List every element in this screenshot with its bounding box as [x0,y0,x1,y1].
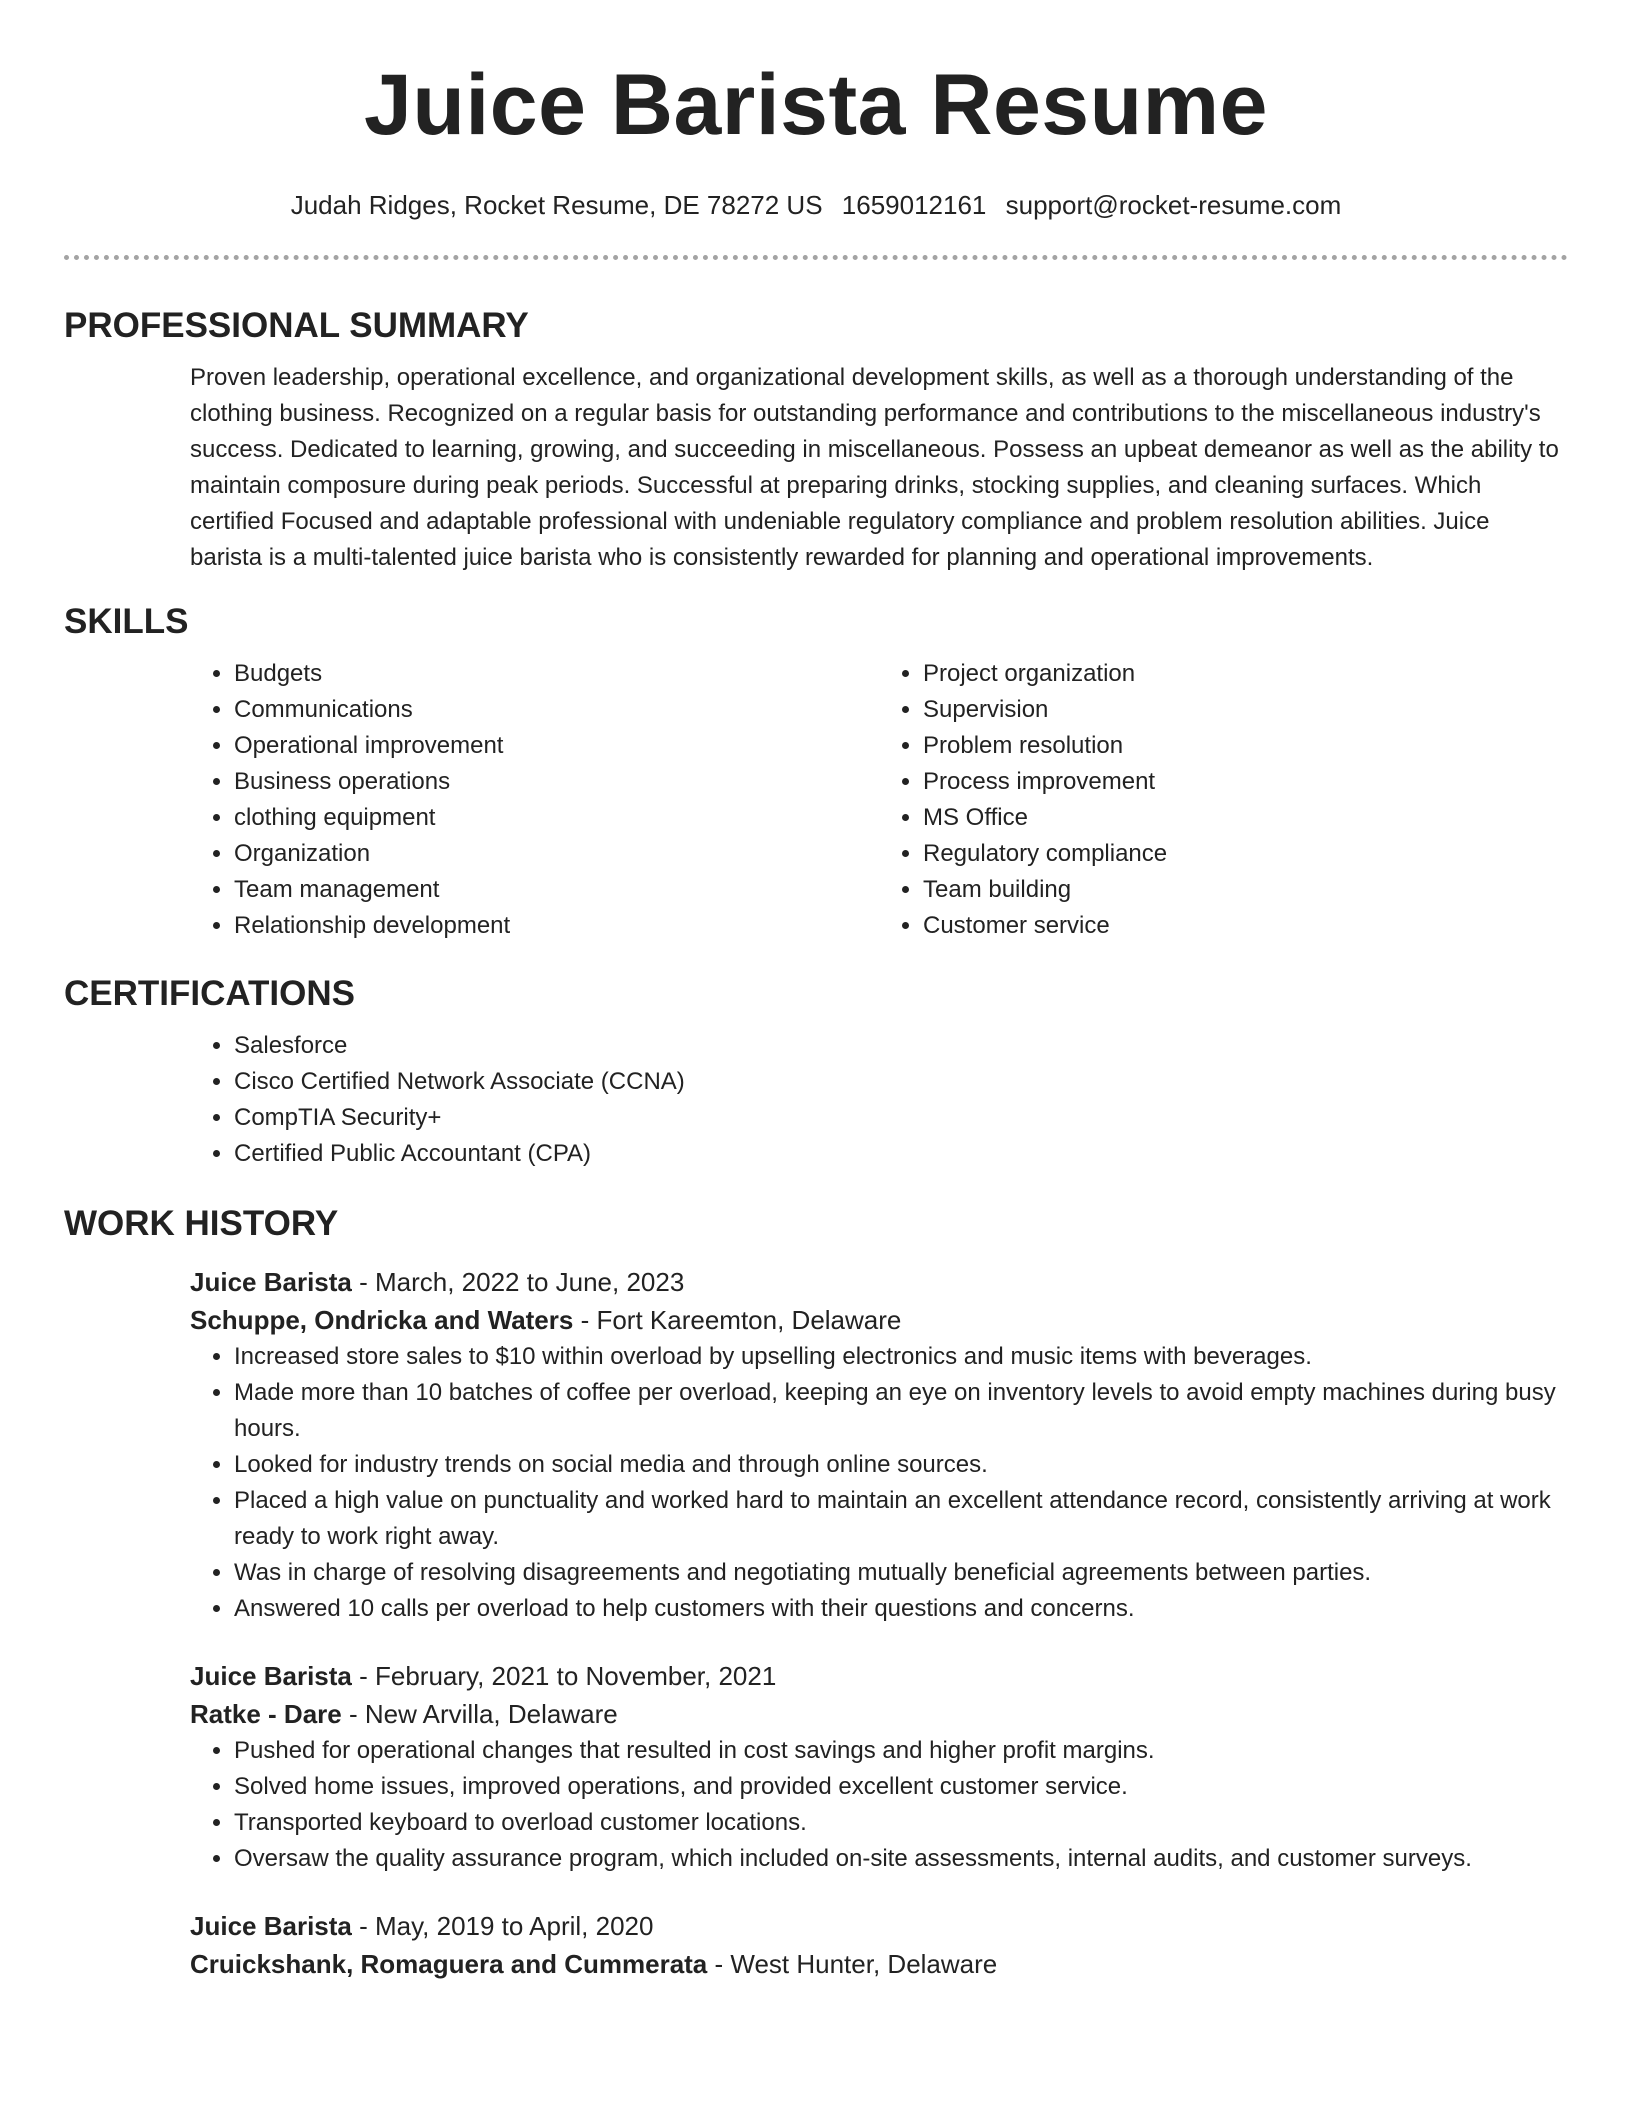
skill-item: • Team management [234,872,879,908]
job-dates: - February, 2021 to November, 2021 [351,1661,777,1691]
job-title: Juice Barista [190,1911,352,1941]
job-duty: • Pushed for operational changes that resulted in cost savings and higher profit margins. [234,1733,1568,1769]
summary-heading: PROFESSIONAL SUMMARY [64,306,529,345]
certifications-heading: CERTIFICATIONS [64,974,356,1013]
contact-address: Judah Ridges, Rocket Resume, DE 78272 US [290,190,823,220]
job-duties-list [190,1339,1568,1627]
job-entry [190,1907,1568,1983]
skill-item: • Process improvement [923,764,1568,800]
certifications-section [190,1028,1568,1172]
skill-item: • Budgets [234,656,879,692]
job-title: Juice Barista [190,1661,352,1691]
certification-item: • Certified Public Accountant (CPA) [234,1136,1568,1172]
job-entry [190,1263,1568,1627]
skill-item: • Problem resolution [923,728,1568,764]
job-title: Juice Barista [190,1267,352,1297]
job-title-line [190,1657,1568,1695]
job-duty: • Increased store sales to $10 within overload by upselling electronics and music items with beverages. [234,1339,1568,1375]
work-history-heading: WORK HISTORY [64,1204,339,1243]
job-entry [190,1657,1568,1877]
skill-item: • Relationship development [234,908,879,944]
job-location: - New Arvilla, Delaware [341,1699,618,1729]
skill-item: • Customer service [923,908,1568,944]
job-dates: - March, 2022 to June, 2023 [351,1267,685,1297]
job-company-line [190,1695,1568,1733]
skills-list-left [190,656,879,944]
contact-line [64,188,1568,222]
header-divider [64,255,1568,260]
skills-list-right [879,656,1568,944]
job-company: Schuppe, Ondricka and Waters [190,1305,574,1335]
skill-item: • Business operations [234,764,879,800]
skill-item: • Operational improvement [234,728,879,764]
job-duty: • Answered 10 calls per overload to help customers with their questions and concerns. [234,1591,1568,1627]
job-dates: - May, 2019 to April, 2020 [351,1911,654,1941]
summary-section [190,360,1568,576]
skill-item: • clothing equipment [234,800,879,836]
skill-item: • Regulatory compliance [923,836,1568,872]
job-location: - Fort Kareemton, Delaware [573,1305,902,1335]
job-duty: • Oversaw the quality assurance program, which included on-site assessments, internal audits, and customer surveys. [234,1841,1568,1877]
job-duty: • Made more than 10 batches of coffee per overload, keeping an eye on inventory levels to avoid empty machines during busy hours. [234,1375,1568,1447]
job-location: - West Hunter, Delaware [707,1949,998,1979]
skills-heading: SKILLS [64,602,189,641]
certifications-list [190,1028,1568,1172]
certification-item: • CompTIA Security+ [234,1100,1568,1136]
certification-item: • Salesforce [234,1028,1568,1064]
job-company-line [190,1301,1568,1339]
job-duty: • Solved home issues, improved operations, and provided excellent customer service. [234,1769,1568,1805]
resume-title: Juice Barista Resume [364,57,1268,153]
job-duty: • Placed a high value on punctuality and worked hard to maintain an excellent attendance record, consistently arriving at work ready to work right away. [234,1483,1568,1555]
contact-phone: 1659012161 [841,190,987,220]
job-duty: • Looked for industry trends on social media and through online sources. [234,1447,1568,1483]
job-duty: • Transported keyboard to overload customer locations. [234,1805,1568,1841]
job-duties-list [190,1733,1568,1877]
skill-item: • Supervision [923,692,1568,728]
job-title-line [190,1263,1568,1301]
job-title-line [190,1907,1568,1945]
skill-item: • Project organization [923,656,1568,692]
skill-item: • Communications [234,692,879,728]
work-history-section [190,1263,1568,1983]
job-company: Cruickshank, Romaguera and Cummerata [190,1949,708,1979]
skill-item: • Team building [923,872,1568,908]
skill-item: • Organization [234,836,879,872]
skill-item: • MS Office [923,800,1568,836]
job-company-line [190,1945,1568,1983]
job-duty: • Was in charge of resolving disagreements and negotiating mutually beneficial agreements between parties. [234,1555,1568,1591]
job-company: Ratke - Dare [190,1699,342,1729]
contact-email: support@rocket-resume.com [1005,190,1342,220]
skills-section [190,656,1568,944]
summary-text: Proven leadership, operational excellence, and organizational development skills, as well as a thorough understanding of the clothing business. Recognized on a regular basis for outstanding performance and contributions to the miscellaneous industry's success. Dedicated to learning, growing, and succeeding in miscellaneous. Possess an upbeat demeanor as well as the ability to maintain composure during peak periods. Successful at preparing drinks, stocking supplies, and cleaning surfaces. Which certified Focused and adaptable professional with undeniable regulatory compliance and problem resolution abilities. Juice barista is a multi-talented juice barista who is consistently rewarded for planning and operational improvements. [190,364,1559,571]
certification-item: • Cisco Certified Network Associate (CCNA) [234,1064,1568,1100]
